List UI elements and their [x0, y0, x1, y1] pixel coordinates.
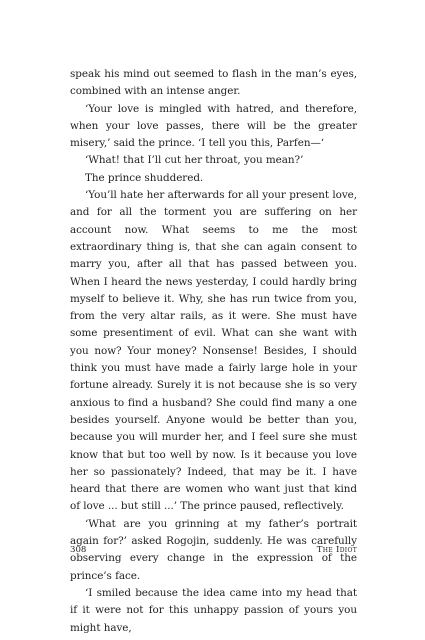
running-title: The Idiot	[316, 545, 357, 555]
paragraph: ‘You’ll hate her afterwards for all your present love, and for all the torment you are suffering on her account now. What seems to me the most extraordinary thing is, that she can again consent to marry you, after all that has passed between you. When I heard the news yesterday, I could hardly bring myself to believe it. Why, she has run twice from you, from the very altar rails, as it were. She must have some presentiment of evil. What can she want with you now? Your money? Nonsense! Besides, I should think you must have made a fairly large hole in your fortune already. Surely it is not because she is so very anxious to find a husband? She could find many a one besides yourself. Anyone would be better than you, because you will murder her, and I feel sure she must know that but too well by now. Is it because you love her so passionately? Indeed, that may be it. I have heard that there are women who want just that kind of love ... but still ...’ The prince paused, reflectively.	[70, 189, 357, 513]
page-number: 308	[70, 545, 87, 555]
paragraph: speak his mind out seemed to flash in the man’s eyes, combined with an intense anger.	[70, 68, 357, 98]
paragraph: ‘I smiled because the idea came into my head that if it were not for this unhappy passion of yours you might have,	[70, 586, 357, 634]
paragraph: The prince shuddered.	[85, 171, 204, 184]
paragraph: ‘Your love is mingled with hatred, and therefore, when your love passes, there will be the greater misery,’ said the prince. ‘I tell you this, Parfen—‘	[70, 102, 357, 150]
paragraph: ‘What! that I’ll cut her throat, you mean?’	[85, 154, 304, 167]
paragraph: ‘What are you grinning at my father’s portrait again for?’ asked Rogojin, suddenly. He was carefully observing every change in the expression of the prince’s face.	[70, 517, 357, 582]
page-footer	[70, 545, 357, 555]
